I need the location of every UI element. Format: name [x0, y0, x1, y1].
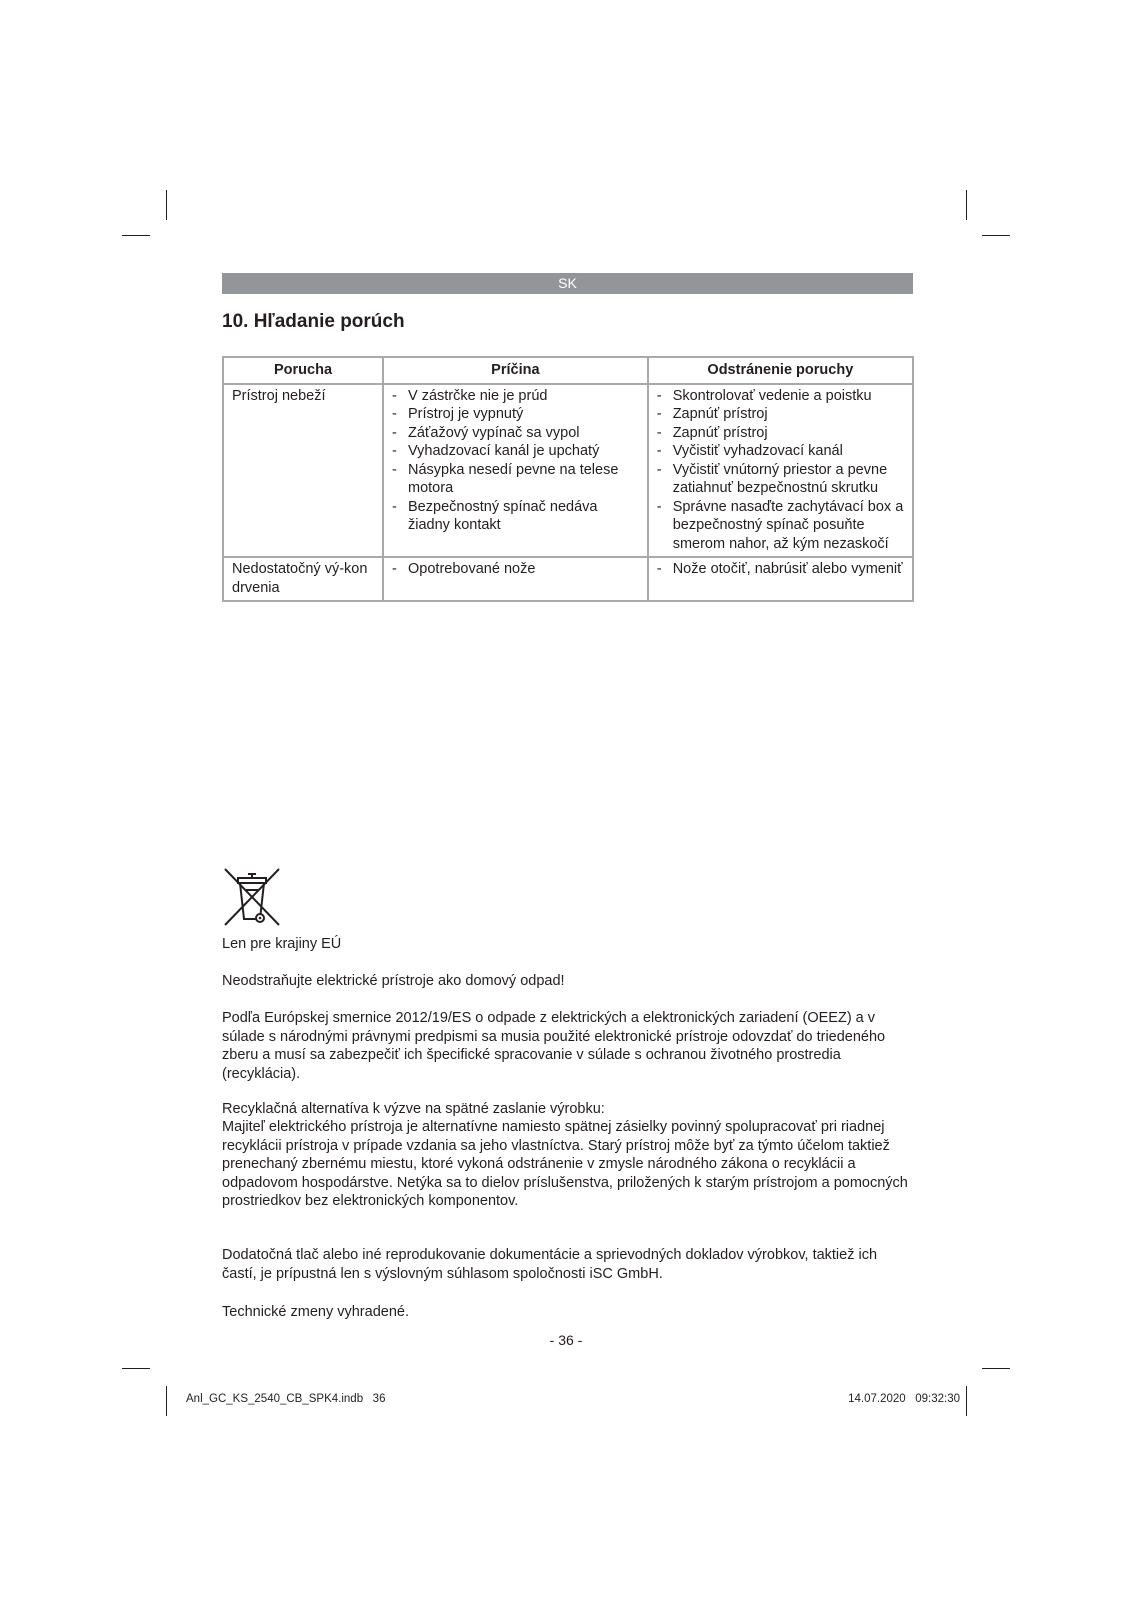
table-header-row	[223, 357, 913, 384]
cause-item: - Záťažový vypínač sa vypol	[392, 424, 639, 443]
crop-mark-top-left-horizontal	[122, 235, 150, 236]
cause-item: - Bezpečnostný spínač nedáva žiadny kontakt	[392, 498, 639, 535]
crop-mark-top-right-horizontal	[982, 235, 1010, 236]
cause-item: - Prístroj je vypnutý	[392, 405, 639, 424]
column-header-fault: Porucha	[223, 357, 383, 384]
page-number: - 36 -	[549, 1332, 583, 1348]
cause-item: - Násypka nesedí pevne na telese motora	[392, 461, 639, 498]
remedy-item: - Vyčistiť vnútorný priestor a pevne zatiahnuť bezpečnostnú skrutku	[657, 461, 904, 498]
remedy-item: - Správne nasaďte zachytávací box a bezpečnostný spínač posuňte smerom nahor, až kým nezaskočí	[657, 498, 904, 554]
print-timestamp-text: 14.07.2020 09:32:30	[848, 1393, 960, 1405]
crop-mark-top-left-vertical	[166, 190, 167, 220]
cause-item: - V zástrčke nie je prúd	[392, 387, 639, 406]
print-file-name-text: Anl_GC_KS_2540_CB_SPK4.indb 36	[186, 1393, 386, 1405]
remedy-item: - Nože otočiť, nabrúsiť alebo vymeniť	[657, 560, 904, 579]
remedy-item: - Zapnúť prístroj	[657, 405, 904, 424]
remedy-item: - Skontrolovať vedenie a poistku	[657, 387, 904, 406]
cause-list	[392, 560, 639, 579]
remedy-cell	[648, 384, 913, 558]
remedy-cell	[648, 557, 913, 601]
technical-changes-note: Technické zmeny vyhradené.	[222, 1304, 409, 1320]
weee-directive-text: Podľa Európskej smernice 2012/19/ES o odpade z elektrických a elektronických zariadení (OEEZ) a v súlade s národnými právnymi predpismi sa musia použité elektronické prístroje odovzdať do triedeného zberu a musí sa zabezpečiť ich špecifické spracovanie v súlade s ochranou životného prostredia (recyklácia).	[222, 1010, 886, 1082]
table-row	[223, 557, 913, 601]
remedy-list	[657, 387, 904, 554]
cause-cell	[383, 384, 648, 558]
crop-mark-bottom-left-vertical	[166, 1386, 167, 1416]
disposal-warning: Neodstraňujte elektrické prístroje ako domový odpad!	[222, 973, 565, 989]
crop-mark-bottom-right-vertical	[966, 1386, 967, 1416]
table-row	[223, 384, 913, 558]
recycling-title: Recyklačná alternatíva k výzve na spätné zaslanie výrobku:	[222, 1101, 605, 1117]
column-header-cause: Príčina	[383, 357, 648, 384]
section-title: 10. Hľadanie porúch	[222, 311, 405, 332]
remedy-list	[657, 560, 904, 579]
print-file-name	[186, 1393, 385, 1405]
crossed-out-wheelie-bin-icon	[222, 866, 282, 928]
column-header-remedy: Odstránenie poruchy	[648, 357, 913, 384]
remedy-item: - Zapnúť prístroj	[657, 424, 904, 443]
cause-item: - Opotrebované nože	[392, 560, 639, 579]
cause-cell	[383, 557, 648, 601]
remedy-item: - Vyčistiť vyhadzovací kanál	[657, 442, 904, 461]
reproduction-notice: Dodatočná tlač alebo iné reprodukovanie dokumentácie a sprievodných dokladov výrobkov, taktiež ich častí, je prípustná len s výslovným súhlasom spoločnosti iSC GmbH.	[222, 1247, 878, 1282]
eu-only-note: Len pre krajiny EÚ	[222, 936, 342, 952]
fault-cell: Prístroj nebeží	[223, 384, 383, 558]
recycling-text: Majiteľ elektrického prístroja je alternatívne namiesto spätnej zásielky povinný spolupracovať pri riadnej recyklácii prístroja v prípade vzdania sa jeho vlastníctva. Starý prístroj môže byť za týmto účelom taktiež prenechaný zbernému miestu, ktoré vykoná odstránenie v zmysle národného zákona o recyklácii a odpadovom hospodárstve. Netýka sa to dielov príslušenstva, priložených k starým prístrojom a pomocných prostriedkov bez elektronických komponentov.	[222, 1119, 908, 1209]
cause-list	[392, 387, 639, 535]
fault-cell: Nedostatočný vý-kon drvenia	[223, 557, 383, 601]
language-bar: SK	[222, 273, 913, 294]
cause-item: - Vyhadzovací kanál je upchatý	[392, 442, 639, 461]
troubleshooting-table	[222, 356, 914, 602]
print-timestamp	[848, 1393, 960, 1405]
crop-mark-bottom-left-horizontal	[122, 1368, 150, 1369]
crop-mark-top-right-vertical	[966, 190, 967, 220]
crop-mark-bottom-right-horizontal	[982, 1368, 1010, 1369]
